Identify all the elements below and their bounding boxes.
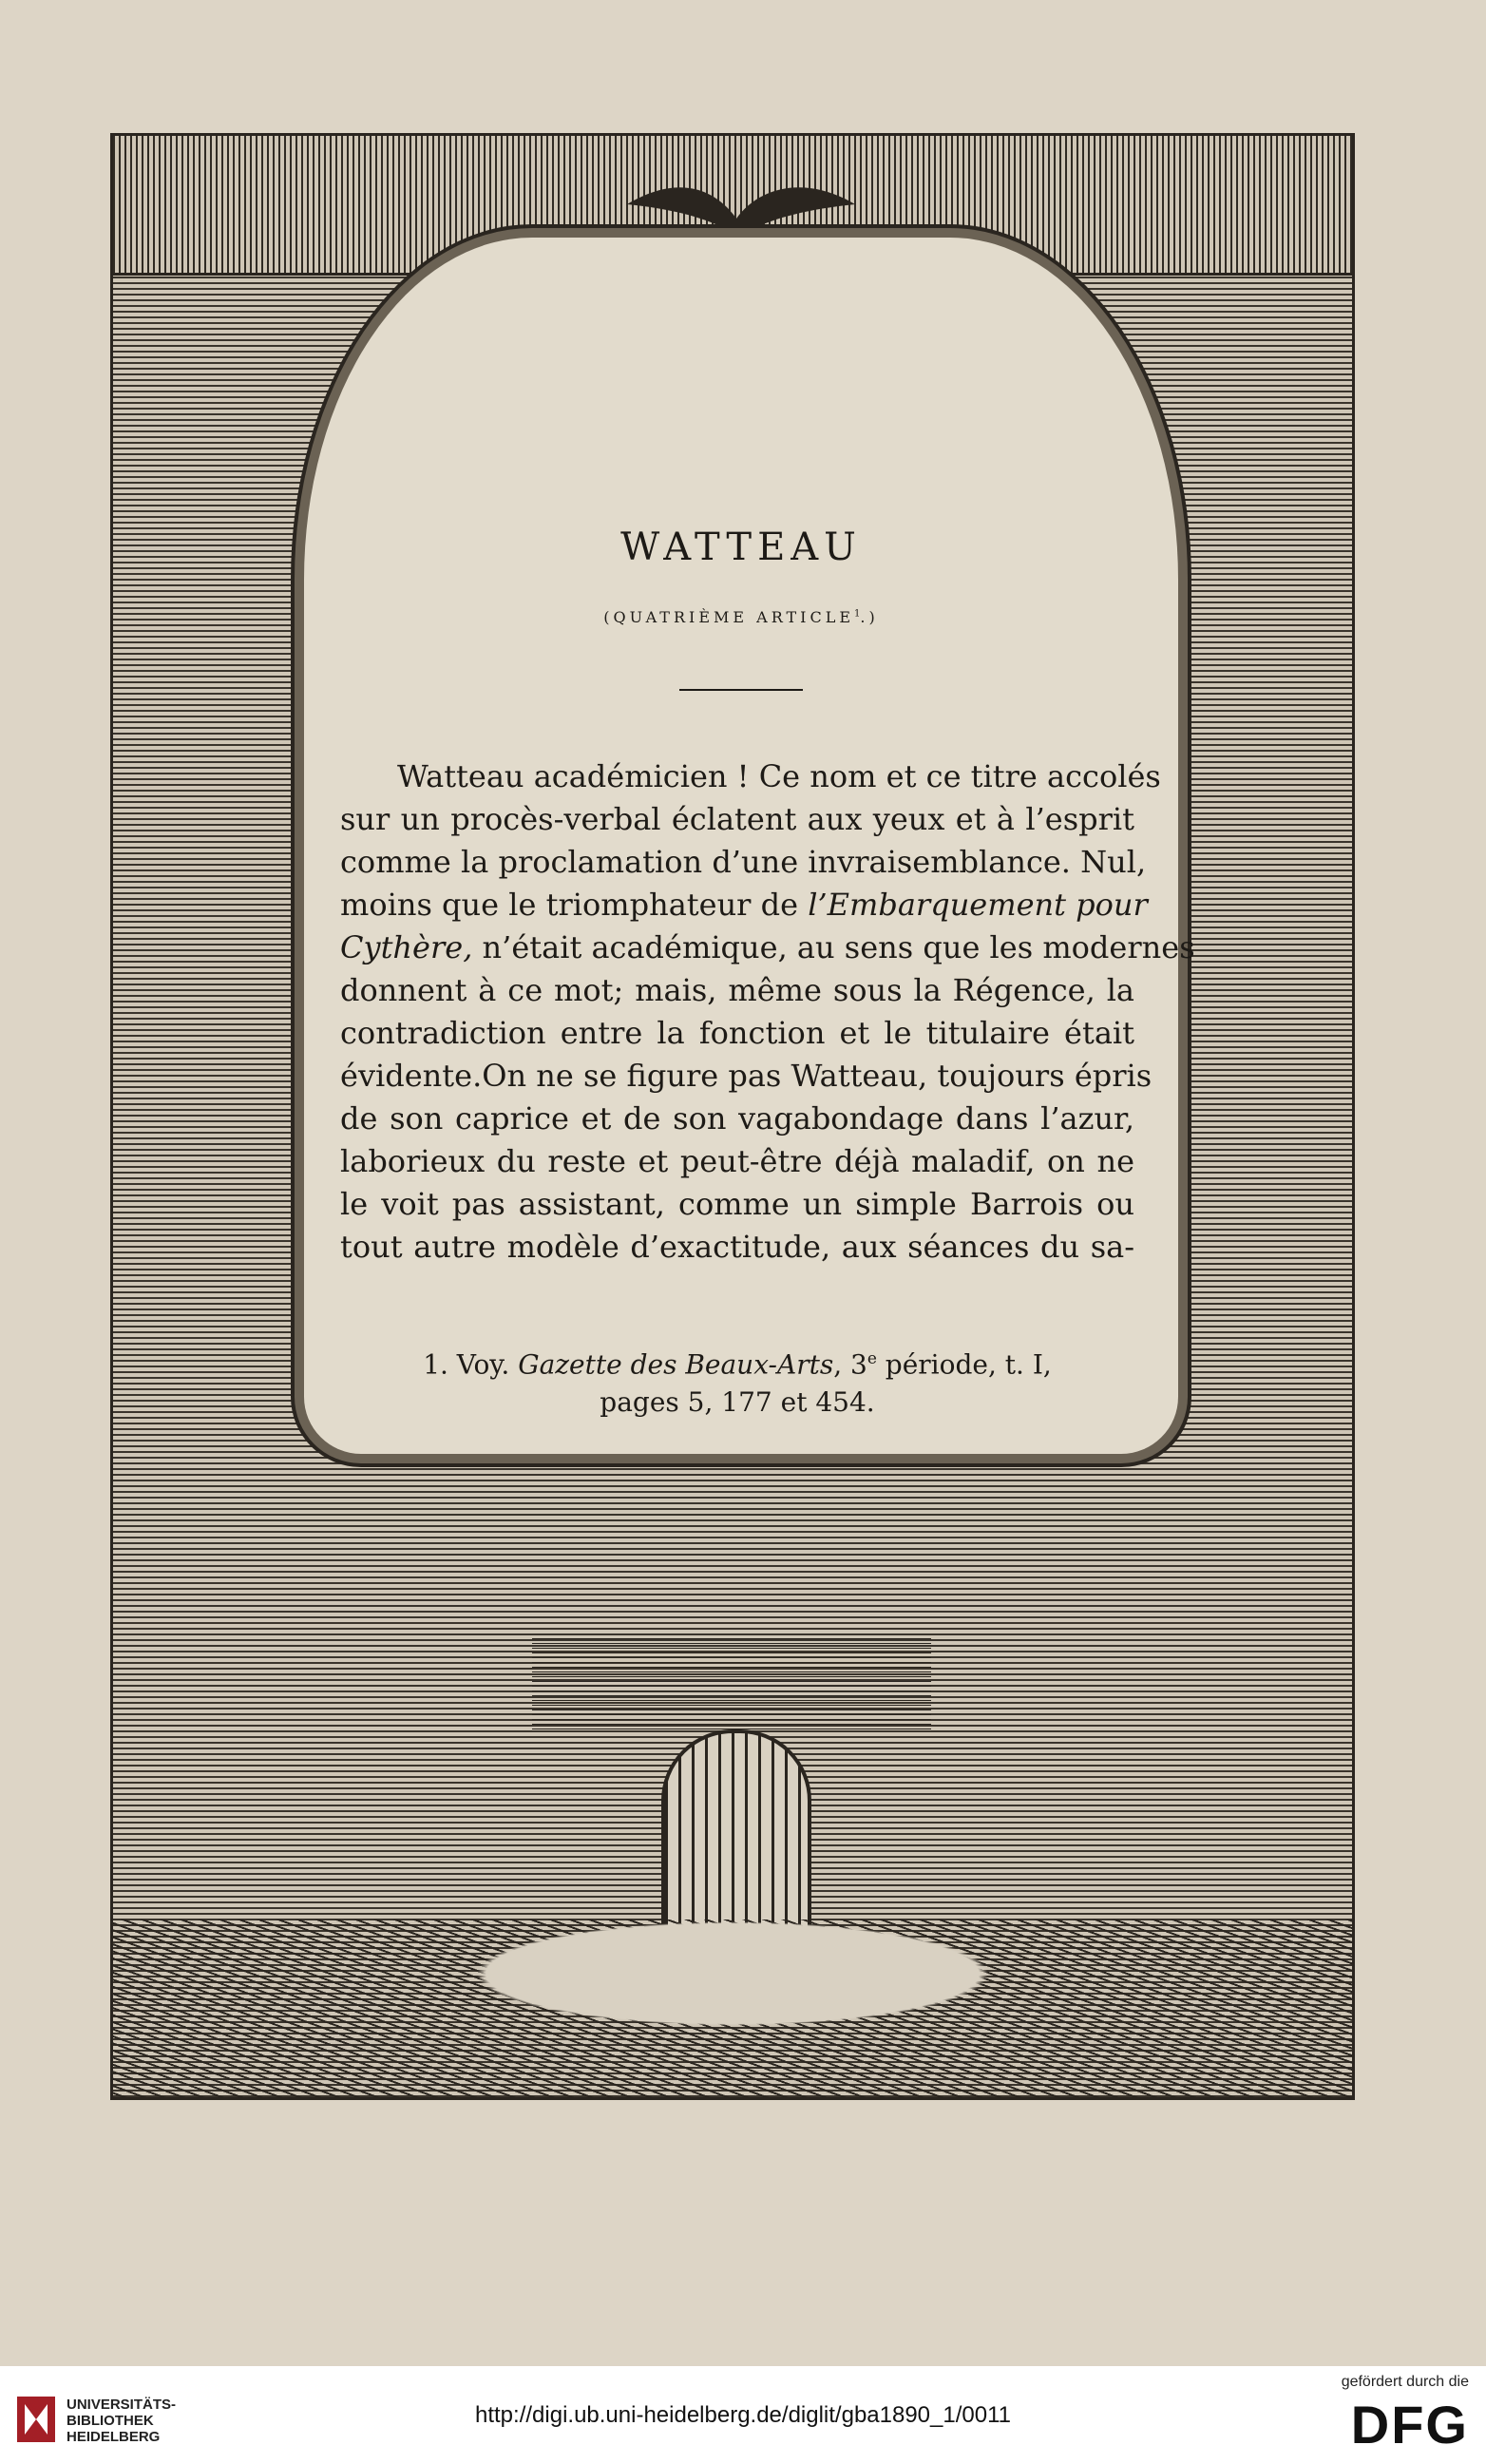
funding-label: gefördert durch die [1341, 2374, 1469, 2390]
birdcage-icon [661, 1729, 811, 1946]
dfg-logo[interactable]: DFG [1350, 2395, 1469, 2454]
permalink-url[interactable]: http://digi.ub.uni-heidelberg.de/diglit/gba1890_1/0011 [475, 2402, 1011, 2428]
body-line: Watteau académicien ! Ce nom et ce titre accolés [397, 758, 1161, 794]
body-line: Cythère, n’était académique, au sens que les modernes [340, 929, 1195, 965]
italic-title: Cythère, [340, 929, 473, 965]
body-line: évidente.On ne se figure pas Watteau, toujours épris [340, 1058, 1153, 1094]
italic-title: l’Embarquement pour [808, 887, 1148, 923]
sea-engraving [532, 1634, 931, 1729]
footnote [340, 1340, 1134, 1422]
footnote-line-2: pages 5, 177 et 454. [600, 1386, 875, 1419]
body-line: tout autre modèle d’exactitude, aux séances du sa- [340, 1229, 1134, 1265]
title-rule [679, 689, 803, 691]
body-line: moins que le triomphateur de l’Embarquement pour [340, 887, 1148, 923]
body-line: comme la proclamation d’une invraisemblance. Nul, [340, 844, 1147, 880]
page-title: WATTEAU [620, 525, 862, 569]
body-line: contradiction entre la fonction et le titulaire était [340, 1015, 1134, 1051]
article-subtitle: (QUATRIÈME ARTICLE$^1$.) [603, 608, 879, 626]
subtitle-note-ref: 1 [854, 608, 861, 620]
article-body [340, 755, 1195, 1269]
footnote-line-1: 1. Voy. Gazette des Beaux-Arts, 3e période, t. I, [423, 1348, 1052, 1381]
body-line: laborieux du reste et peut-être déjà maladif, on ne [340, 1143, 1134, 1179]
university-library-logo[interactable]: UNIVERSITÄTS- BIBLIOTHEK HEIDELBERG [67, 2397, 177, 2445]
body-line: sur un procès-verbal éclatent aux yeux et à l’esprit [340, 801, 1134, 837]
ground-foliage [110, 1920, 1355, 2100]
body-line: donnent à ce mot; mais, même sous la Régence, la [340, 972, 1134, 1008]
body-line: le voit pas assistant, comme un simple Barrois ou [340, 1186, 1134, 1222]
body-line: de son caprice et de son vagabondage dans l’azur, [340, 1100, 1134, 1136]
